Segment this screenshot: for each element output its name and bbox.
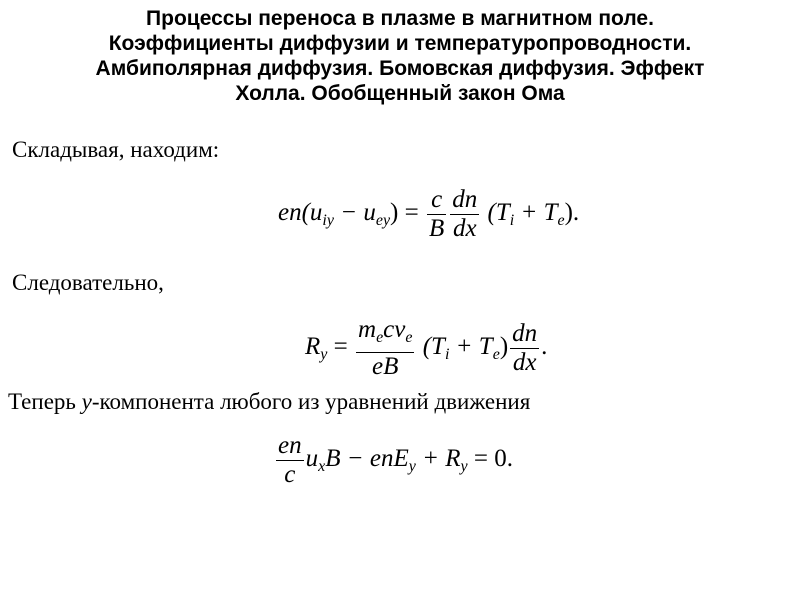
text-sum-find: Складывая, находим:	[12, 137, 220, 162]
title-line-2: Коэффициенты диффузии и температуропроводности.	[108, 32, 692, 55]
eq1-lhs: $en(u_{iy} - u_{ey})$ =	[278, 199, 419, 230]
eq2-lhs: $R_y$ =	[305, 333, 348, 364]
eq2-fraction-collision: $\frac{m_ec\nu_e}{eB}$	[358, 316, 413, 380]
eq2-end: .	[541, 333, 548, 361]
title-line-4: Холла. Обобщенный закон Ома	[235, 82, 565, 105]
title-line-3: Амбиполярная диффузия. Бомовская диффузия. Эффект	[95, 57, 705, 80]
title-line-1: Процессы переноса в плазме в магнитном поле.	[146, 7, 654, 30]
text-therefore: Следовательно,	[12, 270, 164, 295]
eq1-fraction-c-over-b: $\frac{c}{B}$	[428, 186, 445, 242]
eq2-fraction-dn-dx: $\frac{dn}{dx}$	[512, 320, 538, 376]
eq3-fraction-en-c: $\frac{en}{c}$	[278, 432, 302, 488]
eq1-fraction-dn-dx: $\frac{dn}{dx}$	[452, 186, 478, 242]
text-y-component: Теперь y-компонента любого из уравнений движения	[8, 389, 531, 414]
eq1-rhs: $(T_i + T_e)$.	[487, 199, 580, 230]
equation-2	[305, 316, 547, 381]
eq2-temperature-sum: $(T_i + T_e)$	[422, 333, 509, 364]
equation-3	[274, 432, 513, 489]
equation-1	[278, 186, 579, 243]
slide-title	[0, 6, 800, 106]
eq3-body: $u_xB - enE_y + R_y = 0$.	[305, 445, 513, 476]
